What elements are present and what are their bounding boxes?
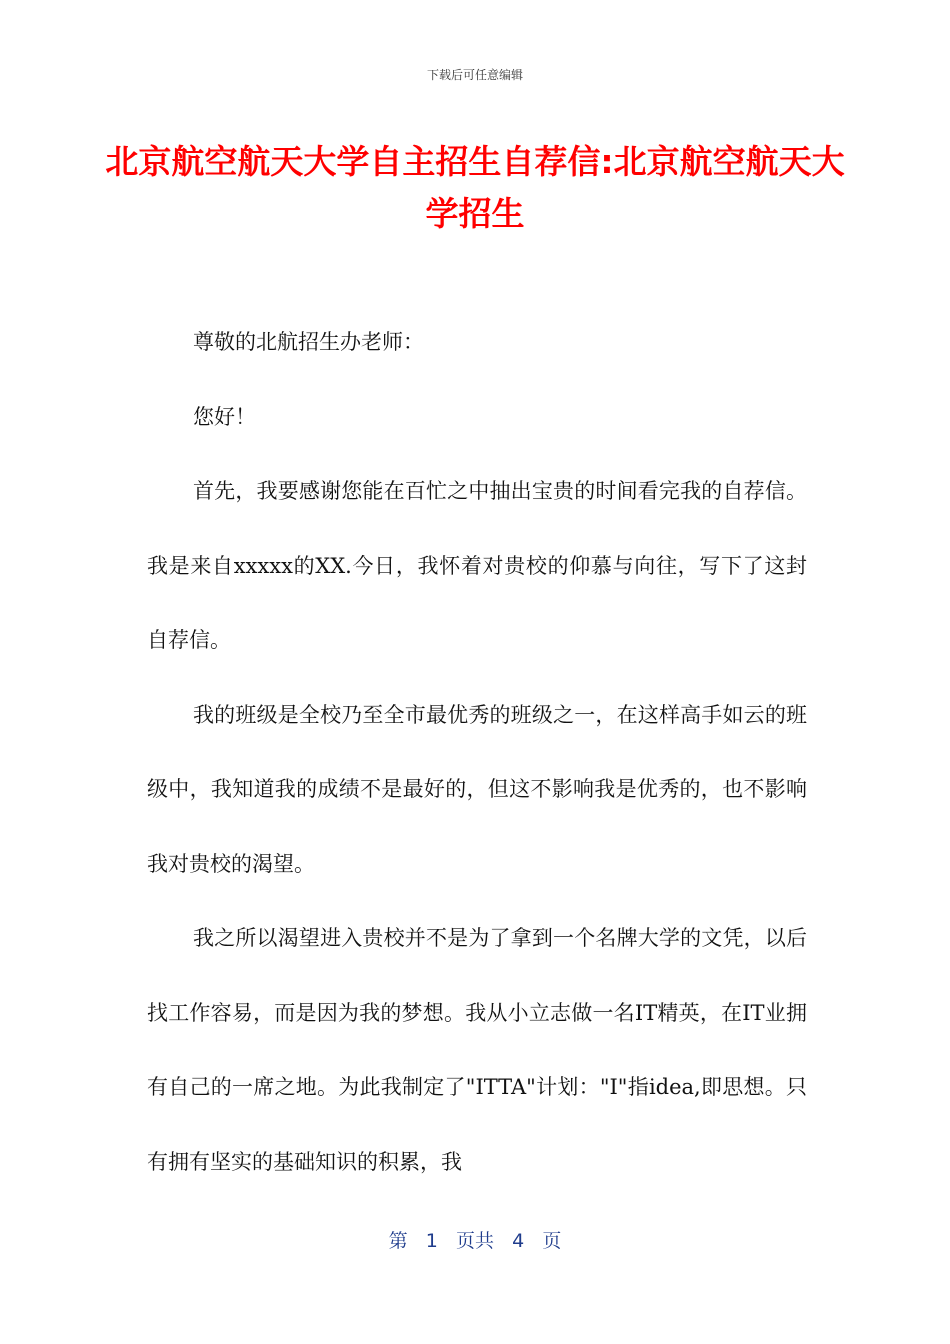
greeting: 您好！ (193, 404, 256, 429)
document-title: 北京航空航天大学自主招生自荐信:北京航空航天大学招生 (105, 142, 845, 233)
paragraph: 我之所以渴望进入贵校并不是为了拿到一个名牌大学的文凭，以后找工作容易，而是因为我的梦想。我从小立志做一名IT精英，在IT业拥有自己的一席之地。为此我制定了"ITTA"计划："I"指idea,即思想。只有拥有坚实的基础知识的积累，我 (147, 926, 807, 1174)
header-note: 下载后可任意编辑 (426, 68, 523, 82)
current-page-number: 1 (425, 1230, 438, 1252)
paragraph: 我的班级是全校乃至全市最优秀的班级之一，在这样高手如云的班级中，我知道我的成绩不是最好的，但这不影响我是优秀的，也不影响我对贵校的渴望。 (147, 702, 807, 876)
footer-label-first: 第 (388, 1230, 408, 1252)
letter-body (147, 305, 807, 1199)
page-footer (0, 1226, 950, 1253)
paragraph: 首先，我要感谢您能在百忙之中抽出宝贵的时间看完我的自荐信。我是来自xxxxx的XX.今日，我怀着对贵校的仰慕与向往，写下了这封自荐信。 (147, 479, 807, 652)
footer-label-mid: 页共 (455, 1230, 494, 1252)
salutation: 尊敬的北航招生办老师： (193, 330, 424, 354)
footer-label-last: 页 (542, 1230, 562, 1252)
total-pages-number: 4 (512, 1230, 525, 1252)
